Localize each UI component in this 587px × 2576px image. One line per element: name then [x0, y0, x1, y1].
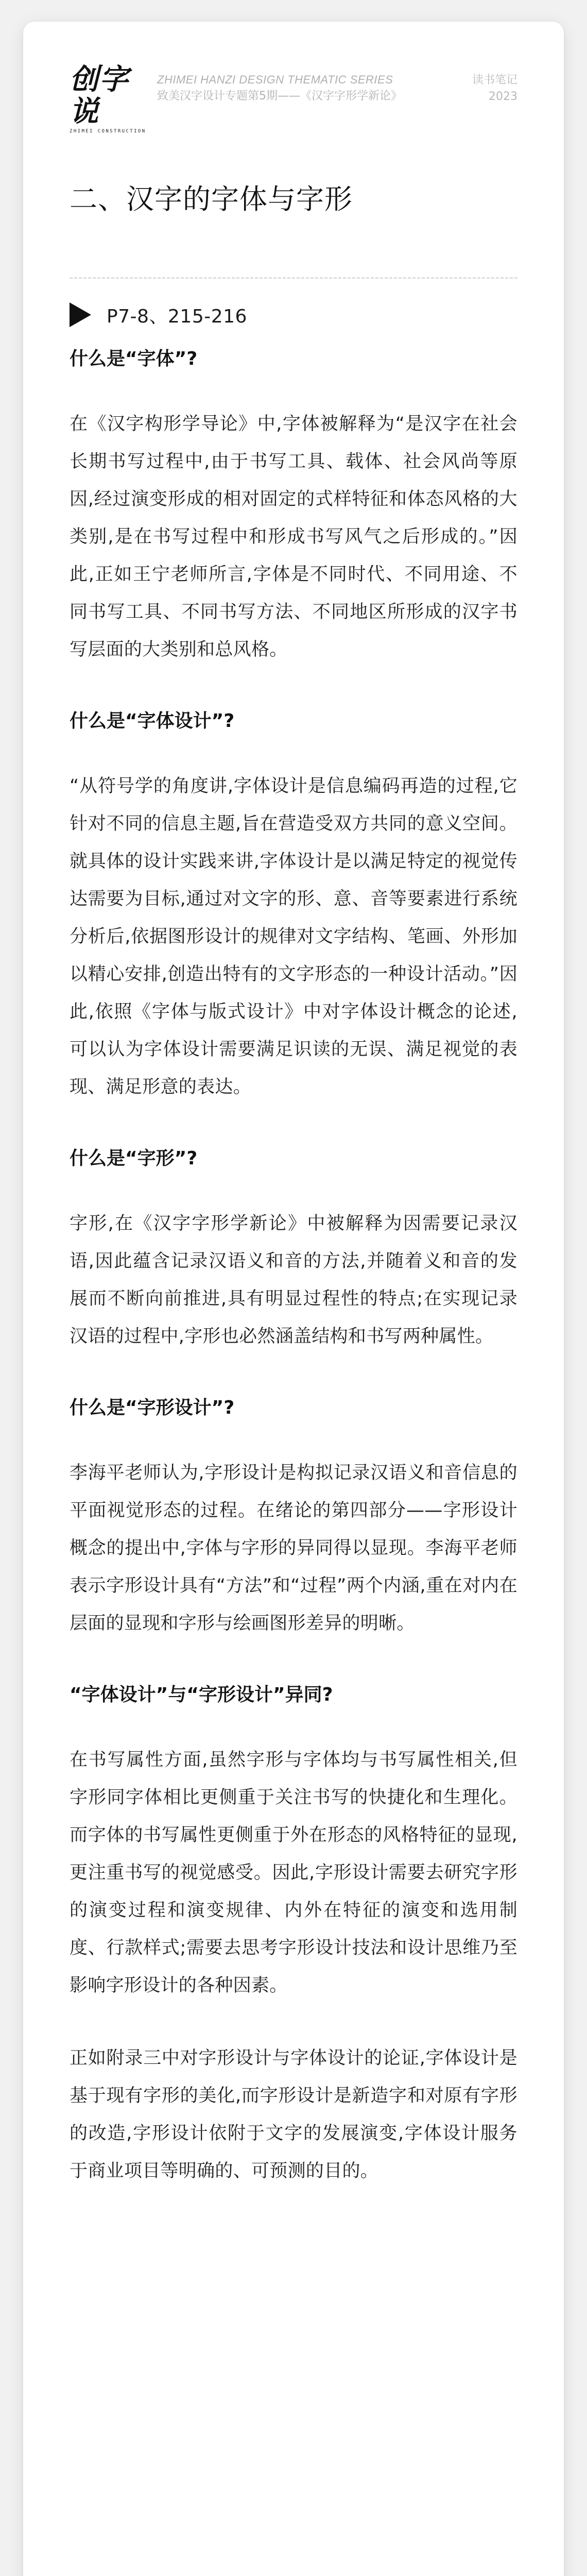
section-question: 什么是“字形设计”?	[70, 1397, 235, 1418]
section-font-design	[70, 706, 517, 1106]
logo-text: 创字说	[70, 63, 129, 128]
series-info	[157, 72, 402, 105]
dashed-divider	[70, 277, 517, 279]
note-meta	[472, 72, 517, 105]
section-glyph	[70, 1143, 517, 1355]
section-question: “字体设计”与“字形设计”异同?	[70, 1684, 333, 1705]
section-paragraph: 在书写属性方面,虽然字形与字体均与书写属性相关,但字形同字体相比更侧重于关注书写的快捷化和生理化。而字体的书写属性更侧重于外在形态的风格特征的显现,更注重书写的视觉感受。因此,字形设计需要去研究字形的演变过程和演变规律、内外在特征的演变和选用制度、行款样式;需要去思考字形设计技法和设计思维乃至影响字形设计的各种因素。	[70, 1750, 517, 1996]
logo-subtitle: ZHIMEI CONSTRUCTION	[70, 129, 146, 134]
section-question: 什么是“字形”?	[70, 1148, 198, 1169]
section-question: 什么是“字体设计”?	[70, 710, 235, 732]
section-paragraph: 李海平老师认为,字形设计是构拟记录汉语义和音信息的平面视觉形态的过程。在绪论的第四部分——字形设计概念的提出中,字体与字形的异同得以显现。李海平老师表示字形设计具有“方法”和“过程”两个内涵,重在对内在层面的显现和字形与绘画图形差异的明晰。	[70, 1463, 517, 1634]
section-paragraph: 在《汉字构形学导论》中,字体被解释为“是汉字在社会长期书写过程中,由于书写工具、载体、社会风尚等原因,经过演变形成的相对固定的式样特征和体态风格的大类别,是在书写过程中和形成书写风气之后形成的。”因此,正如王宁老师所言,字体是不同时代、不同用途、不同书写工具、不同书写方法、不同地区所形成的汉字书写层面的大类别和总风格。	[70, 414, 517, 660]
section-paragraph: 正如附录三中对字形设计与字体设计的论证,字体设计是基于现有字形的美化,而字形设计是新造字和对原有字形的改造,字形设计依附于文字的发展演变,字体设计服务于商业项目等明确的、可预测的目的。	[70, 2048, 517, 2181]
brand-logo	[70, 63, 152, 134]
article-card	[23, 22, 564, 2576]
page-reference	[70, 299, 517, 330]
section-font	[70, 344, 517, 669]
header	[70, 22, 517, 134]
chapter-title: 二、汉字的字体与字形	[70, 183, 353, 215]
section-question: 什么是“字体”?	[70, 348, 198, 369]
series-title-english: ZHIMEI HANZI DESIGN THEMATIC SERIES	[157, 73, 393, 86]
section-paragraph: 字形,在《汉字字形学新论》中被解释为因需要记录汉语,因此蕴含记录汉语义和音的方法,并随着义和音的发展而不断向前推进,具有明显过程性的特点;在实现记录汉语的过程中,字形也必然涵盖结构和书写两种属性。	[70, 1213, 517, 1347]
note-label: 读书笔记	[472, 74, 517, 87]
series-title-chinese: 致美汉字设计专题第5期——《汉字字形学新论》	[157, 90, 402, 103]
section-glyph-design	[70, 1393, 517, 1642]
section-paragraph: “从符号学的角度讲,字体设计是信息编码再造的过程,它针对不同的信息主题,旨在营造受双方共同的意义空间。就具体的设计实践来讲,字体设计是以满足特定的视觉传达需要为目标,通过对文字的形、意、音等要素进行系统分析后,依据图形设计的规律对文字结构、笔画、外形加以精心安排,创造出特有的文字形态的一种设计活动。”因此,依照《字体与版式设计》中对字体设计概念的论述,可以认为字体设计需要满足识读的无误、满足视觉的表现、满足形意的表达。	[70, 776, 517, 1097]
note-year: 2023	[489, 90, 517, 103]
page-range: P7-8、215-216	[107, 306, 247, 327]
play-icon	[70, 302, 91, 327]
section-comparison	[70, 1680, 517, 2190]
